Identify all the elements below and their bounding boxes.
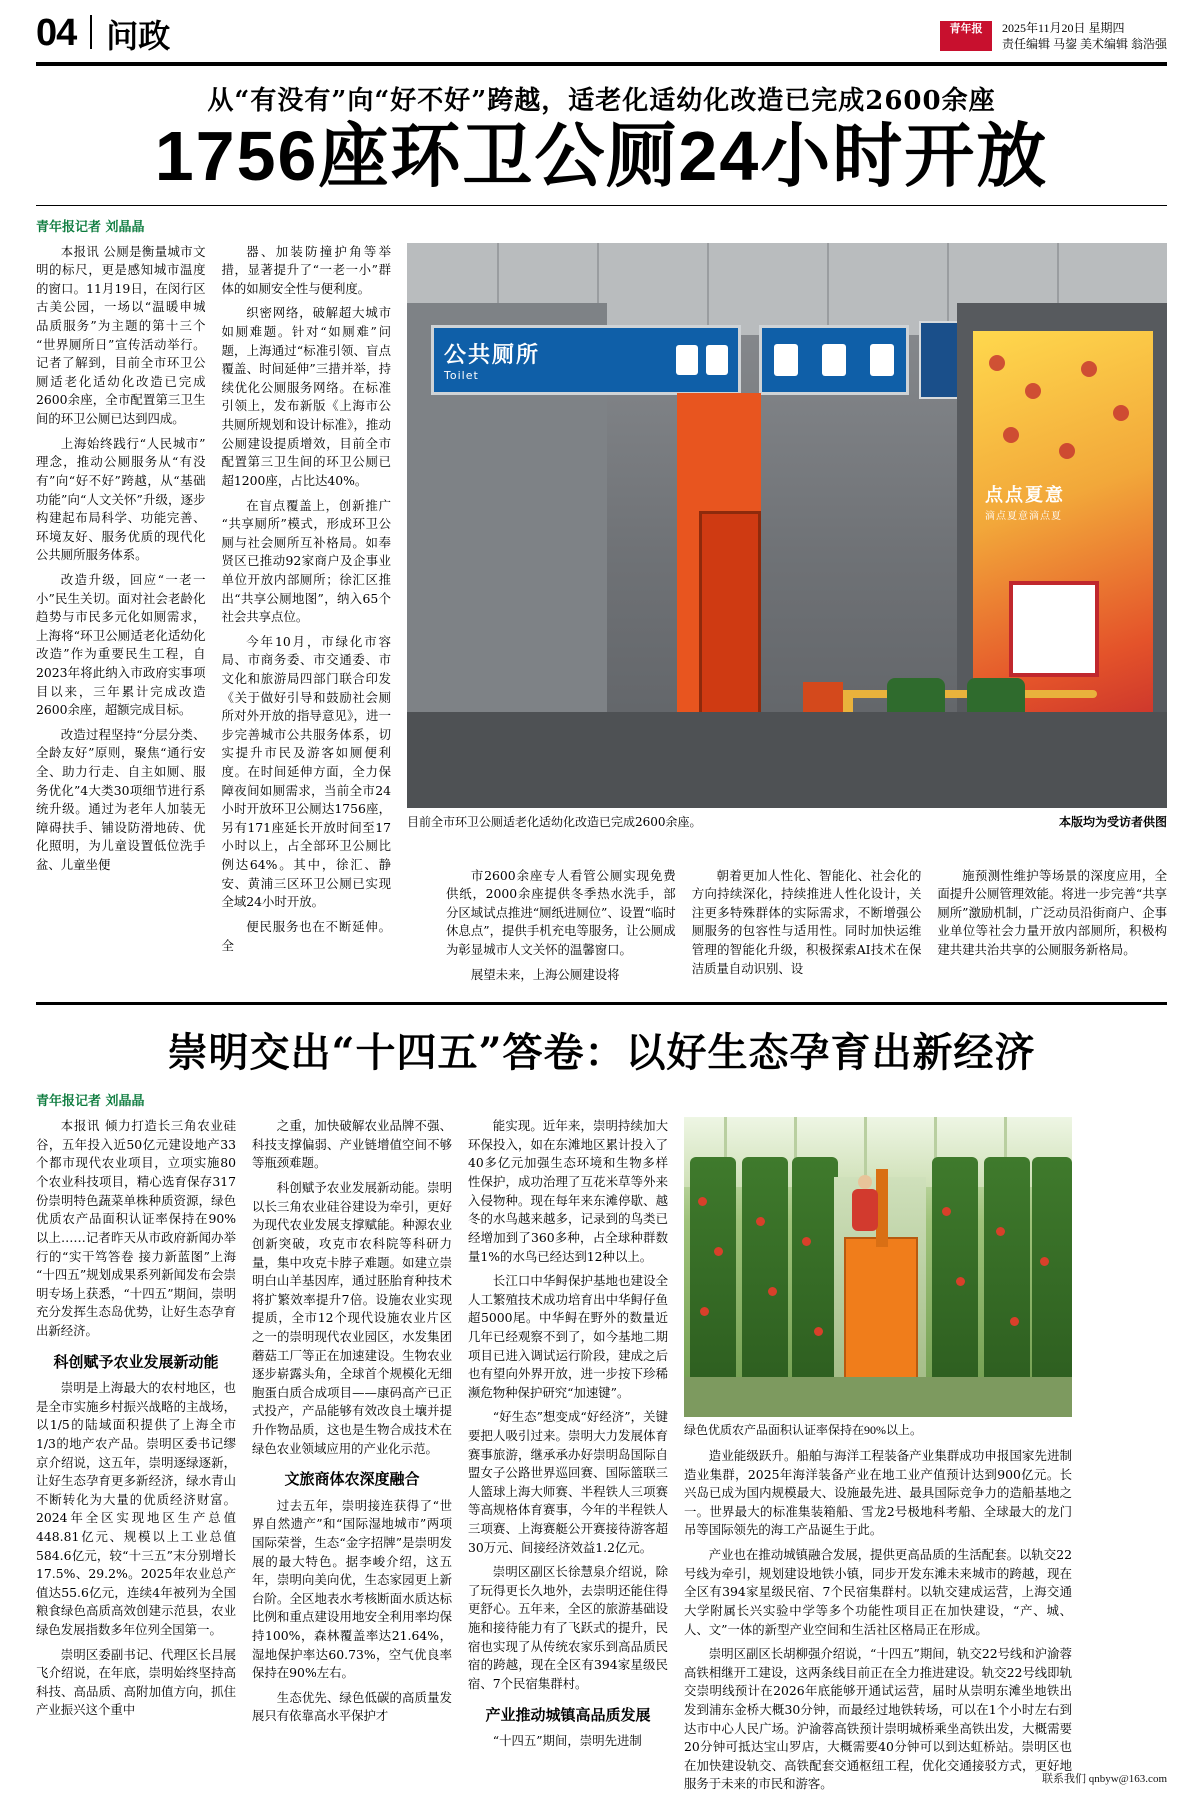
article1-col-1 (36, 243, 206, 873)
masthead-rule (36, 62, 1167, 66)
article2-col-4 (684, 1447, 1072, 1794)
paragraph: 今年10月，市绿化市容局、市商务委、市交通委、市文化和旅游局四部门联合印发《关于做好引导和鼓励社会厕所对外开放的指导意见》，进一步完善城市公共服务体系，切实提升市民及游客如厕便利度。在时间延伸方面，全力保障夜间如厕需求，当前全市24小时开放环卫公厕达1756座，另有171座延长开放时间至17小时以上，占全部环卫公厕比例达64%。其中，徐汇、静安、黄浦三区环卫公厕已实现全域24小时开放。 (221, 633, 391, 910)
article2-headline: 崇明交出“十四五”答卷：以好生态孕育出新经济 (167, 1029, 1036, 1077)
greenhouse-floor (684, 1377, 1072, 1417)
child-icon (870, 344, 894, 376)
crop-row (792, 1157, 838, 1407)
article2-subhead-1: 科创赋予农业发展新动能 (53, 1352, 219, 1371)
crop-row (1032, 1157, 1072, 1407)
photo-caption-row (407, 813, 1167, 830)
paragraph: 长江口中华鲟保护基地也建设全人工繁殖技术成功培育出中华鲟仔鱼超5000尾。中华鲟在野外的数量近几年已经观察不到了，如今基地二期项目已进入调试运行阶段，建成之后也有望向外界开放，进一步按下珍稀濒危物种保护研究“加速键”。 (468, 1273, 668, 1400)
paragraph: 施预测性维护等场景的深度应用，全面提升公厕管理效能。将进一步完善“共享厕所”激励机制，广泛动员沿街商户、企事业单位等社会力量开放内部厕所，积极构建共建共治共享的公厕服务新格局。 (937, 867, 1167, 958)
paragraph: 在盲点覆盖上，创新推广“共享厕所”模式，形成环卫公厕与社会厕所互补格局。如奉贤区已推动92家商户及企事业单位开放内部厕所；徐汇区推出“共享公厕地图”，纳入65个社会共享点位。 (221, 497, 391, 625)
paragraph: 产业也在推动城镇融合发展，提供更高品质的生活配套。以轨交22号线为牵引，规划建设地铁小镇，同步开发东滩未来城市的跨越，现在全区有394家星级民宿、7个民宿集群村。以轨交建成运营，上海交通大学附属长兴实验中学等多个功能性项目正在加快建设，“产、城、人、文”一体的新型产业空间和生活社区格局正在形成。 (684, 1547, 1072, 1637)
paragraph: 之重，加快破解农业品牌不强、科技支撑偏弱、产业链增值空间不够等瓶颈难题。 (252, 1118, 452, 1171)
paragraph: 市2600余座专人看管公厕实现免费供纸，2000余座提供冬季热水洗手，部分区域试点推进“厕纸进厕位”、设置“临时休息点”，提供手机充电等服务，让公厕成为彰显城市人文关怀的温馨窗口。 (446, 867, 676, 958)
article2-col-3 (468, 1117, 668, 1800)
article2-col-2 (252, 1117, 452, 1800)
paragraph: 崇明是上海最大的农村地区，也是全市实施乡村振兴战略的主战场，以1/5的陆域面积提供了上海全市1/3的地产农产品。崇明区委书记缪京介绍说，这五年，崇明逐绿逐新，让好生态孕育更多新经济，绿水青山不断转化为大量的优质经济财富。2024年全区实现地区生产总值448.81亿元、规模以上工业总值584.6亿元，较“十三五”末分别增长17.5%、29.2%。2025年农业总产值达55.6亿元，连续4年被列为全国粮食绿色高质高效创建示范县，农业绿色发展指数多年位列全国第一。 (36, 1380, 236, 1637)
toilet-sign-subtitle: Toilet (444, 368, 479, 382)
crop-row (932, 1157, 978, 1407)
article1-headline: 1756座环卫公厕24小时开放 (154, 117, 1049, 195)
article2-body (36, 1117, 1167, 1800)
editors-credit: 责任编辑 马鋆 美术编辑 翁浩强 (1001, 37, 1167, 51)
paragraph: 科创赋予农业发展新动能。崇明以长三角农业硅谷建设为牵引，更好为现代农业发展支撑赋能。种源农业创新突破，攻克市农科院等科研力量，集中攻克卡脖子难题。如建立崇明白山羊基因库，通过胚胎育种技术将扩繁效率提升7倍。设施农业实现提质，全市12个现代设施农业片区之一的崇明现代农业园区，水发集团蘑菇工厂等正在加速建设。生物农业逐步崭露头角，全球首个规模化无细胞蛋白质合成项目——康码高产已正式投产，产品能够有效改良土壤并提升作物品质，这也是生物合成技术在绿色农业领域应用的产业化示范。 (252, 1180, 452, 1456)
paragraph: 展望未来，上海公厕建设将 (470, 966, 620, 982)
article1-col-3 (446, 867, 676, 991)
paragraph: 器、加装防撞护角等举措，显著提升了“一老一小”群体的如厕安全性与便利度。 (221, 243, 391, 296)
article-divider (36, 1002, 1167, 1005)
paragraph: 崇明区副区长胡柳强介绍说，“十四五”期间，轨交22号线和沪渝蓉高铁相继开工建设，这两条线目前正在全力推进建设。轨交22号线即轨交崇明线预计在2026年底能够开通试运营，届时从崇明东滩坐地铁出发到浦东金桥大概30分钟，而最经过地铁转场，可以在1个小时左右到达市中心人民广场。沪渝蓉高铁预计崇明城桥乘坐高铁出发，大概需要20分钟可抵达宝山罗店，大概需要40分钟可以到达虹桥站。崇明区也在加快建设轨交、高铁配套交通枢纽工程，优化交通接驳方式，更好地服务于未来的市民和游客。 (684, 1646, 1072, 1792)
masthead-meta (1002, 20, 1167, 52)
male-icon (676, 345, 698, 375)
female-icon (706, 345, 728, 375)
public-toilet-photo (407, 243, 1167, 808)
newspaper-logo: 青年报 (940, 21, 992, 51)
toilet-sign-title: 公共厕所 (444, 342, 541, 368)
floor (407, 712, 1167, 808)
lift-platform (844, 1237, 918, 1397)
publication-date: 2025年11月20日 星期四 (1001, 21, 1125, 35)
paragraph: 改造升级，回应“一老一小”民生关切。面对社会老龄化趋势与市民多元化如厕需求，上海将“环卫公厕适老化适幼化改造”作为重要民生工程，自2023年将此纳入市政府实事项目以来，三年累计完成改造2600余座，超额完成目标。 (36, 571, 206, 718)
article1-byline: 青年报记者 刘晶晶 (36, 219, 145, 235)
restroom-icons (676, 345, 728, 375)
paragraph: 上海始终践行“人民城市”理念，推动公厕服务从“有没有”向“好不好”跨越，从“基础功能”向“人文关怀”升级，逐步构建起布局科学、功能完善、环境友好、服务优质的现代化公共厕所服务体系。 (36, 435, 206, 563)
paragraph: 生态优先、绿色低碳的高质量发展只有依靠高水平保护才 (252, 1689, 452, 1724)
article2-photo-caption: 绿色优质农产品面积认证率保持在90%以上。 (684, 1423, 922, 1438)
article2-byline: 青年报记者 刘晶晶 (36, 1094, 145, 1110)
article1-col-5 (937, 867, 1167, 991)
panel-subtitle: 滴点夏意滴点夏 (985, 510, 1062, 522)
photo-caption: 目前全市环卫公厕适老化适幼化改造已完成2600余座。 (407, 814, 702, 829)
masthead (36, 0, 1167, 58)
section-title: 问政 (106, 17, 171, 55)
masthead-right (940, 20, 1167, 52)
paragraph: 本报讯 公厕是衡量城市文明的标尺，更是感知城市温度的窗口。11月19日，在闵行区古美公园，一场以“温暖申城 品质服务”为主题的第十三个“世界厕所日”宣传活动举行。记者了解到，目前全市环卫公厕适老化适幼化改造已完成2600余座，全市配置第三卫生间的环卫公厕已达到四成。 (36, 243, 206, 427)
photo-credit: 本版均为受访者供图 (1058, 814, 1167, 829)
stool (803, 682, 843, 712)
paragraph: 便民服务也在不断延伸。全 (221, 918, 391, 953)
paragraph: 能实现。近年来，崇明持续加大环保投入，如在东滩地区累计投入了40多亿元加强生态环境和生物多样性保护，成功治理了互花米草等外来入侵物种。现在每年来东滩停歇、越冬的水鸟越来越多，记录到的鸟类已经增加到了360多种，占全球种群数量1%的水鸟已经达到12种以上。 (468, 1118, 668, 1264)
article1-col-2 (221, 243, 392, 953)
paragraph: 朝着更加人性化、智能化、社会化的方向持续深化，持续推进人性化设计，关注更多特殊群体的实际需求，不断增强公厕服务的包容性与适用性。同时加快运维管理的智能化升级，积极探索AI技术在保洁质量自动识别、设 (691, 867, 922, 976)
article2-col-1 (36, 1117, 236, 1800)
paragraph: 本报讯 倾力打造长三角农业硅谷，五年投入近50亿元建设地产33个都市现代农业项目，立项实施80个农业科技项目，精心选育保存317份崇明特色蔬菜单株种质资源，绿色优质农产品面积认证率保持在90%以上……记者昨天从市政府新闻办举行的“实干笃答卷 接力新蓝图”上海“十四五”规划成果系列新闻发布会崇明专场上获悉，“十四五”期间，崇明充分发挥生态岛优势，让好生态孕育出新经济。 (36, 1118, 236, 1338)
paragraph: “十四五”期间，崇明先进制 (492, 1733, 642, 1749)
crop-row (690, 1157, 736, 1407)
toilet-sign (431, 325, 741, 395)
crop-row (742, 1157, 788, 1407)
masthead-left (36, 12, 171, 55)
paragraph: 崇明区副区长徐慧泉介绍说，除了玩得更长久地外，去崇明还能住得更舒心。五年来，全区的旅游基础设施和接待能力有了飞跃式的提升，民宿也实现了从传统农家乐到高品质民宿的跨越，现在全区有394家星级民宿、7个民宿集群村。 (468, 1564, 668, 1691)
family-icon (822, 344, 846, 376)
masthead-divider (90, 15, 92, 49)
family-restroom-sign (759, 325, 909, 395)
article1-col-4 (692, 867, 922, 991)
article2-right-block (684, 1117, 1072, 1800)
paragraph: “好生态”想变成“好经济”，关键要把人吸引过来。崇明大力发展体育赛事旅游，继承承办好崇明岛国际自盟女子公路世界巡回赛、国际篮联三人篮球上海大师赛、半程铁人三项赛等高规格体育赛事，今年的半程铁人三项赛、上海赛艇公开赛接待游客超30万元、间接经济效益1.2亿元。 (468, 1409, 668, 1555)
accessible-icon (774, 344, 798, 376)
paragraph: 织密网络，破解超大城市如厕难题。针对“如厕难”问题，上海通过“标准引领、盲点覆盖、时间延伸”三措并举，持续优化公厕服务网络。在标准引领上，发布新版《上海市公共厕所规划和设计标准》，推动公厕建设提质增效，目前全市配置第三卫生间的环卫公厕已超1200座，占比达40%。 (221, 305, 391, 488)
article2-subhead-2: 文旅商体农深度融合 (284, 1470, 420, 1489)
headline-rule (36, 205, 1167, 206)
page-number: 04 (36, 12, 77, 54)
footer-contact: 联系我们 qnbyw@163.com (1041, 1773, 1167, 1785)
paragraph: 崇明区委副书记、代理区长吕展飞介绍说，在年底，崇明始终坚持高科技、高品质、高附加值方向，抓住产业振兴这个重中 (36, 1646, 236, 1718)
stall-door (699, 511, 761, 743)
crop-row (984, 1157, 1030, 1407)
paragraph: 改造过程坚持“分层分类、全龄友好”原则，聚焦“通行安全、助力行走、自主如厕、服务优化”4大类30项细节进行系统升级。通过为老年人加装无障碍扶手、铺设防滑地砖、优化照明，为儿童设置低位洗手盆、儿童坐便 (36, 726, 206, 873)
article2-subhead-3: 产业推动城镇高品质发展 (485, 1705, 651, 1724)
article1-bottom (36, 867, 1167, 991)
worker (852, 1189, 878, 1231)
greenhouse-photo (684, 1117, 1072, 1417)
panel-title: 点点夏意 (985, 484, 1065, 505)
article1-photo-block (407, 243, 1167, 863)
paragraph: 造业能级跃升。船舶与海洋工程装备产业集群成功申报国家先进制造业集群，2025年海洋装备产业在地工业产值预计达到900亿元。长兴岛已成为国内规模最大、设施最先进、最具国际竞争力的造船基地之一。世界最大的标准集装箱船、雪龙2号极地科考船、全球最大的龙门吊等国际领先的海工产品诞生于此。 (684, 1448, 1072, 1538)
paragraph: 过去五年，崇明接连获得了“世界自然遗产”和“国际湿地城市”两项国际荣誉，生态“金字招牌”是崇明发展的最大特色。据李峻介绍，这五年，崇明向美向优，生态家园更上新台阶。全区地表水考核断面水质达标比例和重点建设用地安全利用率均保持100%，森林覆盖率达21.64%，湿地保护率达60.73%，空气优良率保持在90%左右。 (252, 1497, 452, 1681)
article1-shoulder: 从“有没有”向“好不好”跨越，适老化适幼化改造已完成2600余座 (207, 86, 996, 116)
panel-card (1009, 581, 1099, 677)
